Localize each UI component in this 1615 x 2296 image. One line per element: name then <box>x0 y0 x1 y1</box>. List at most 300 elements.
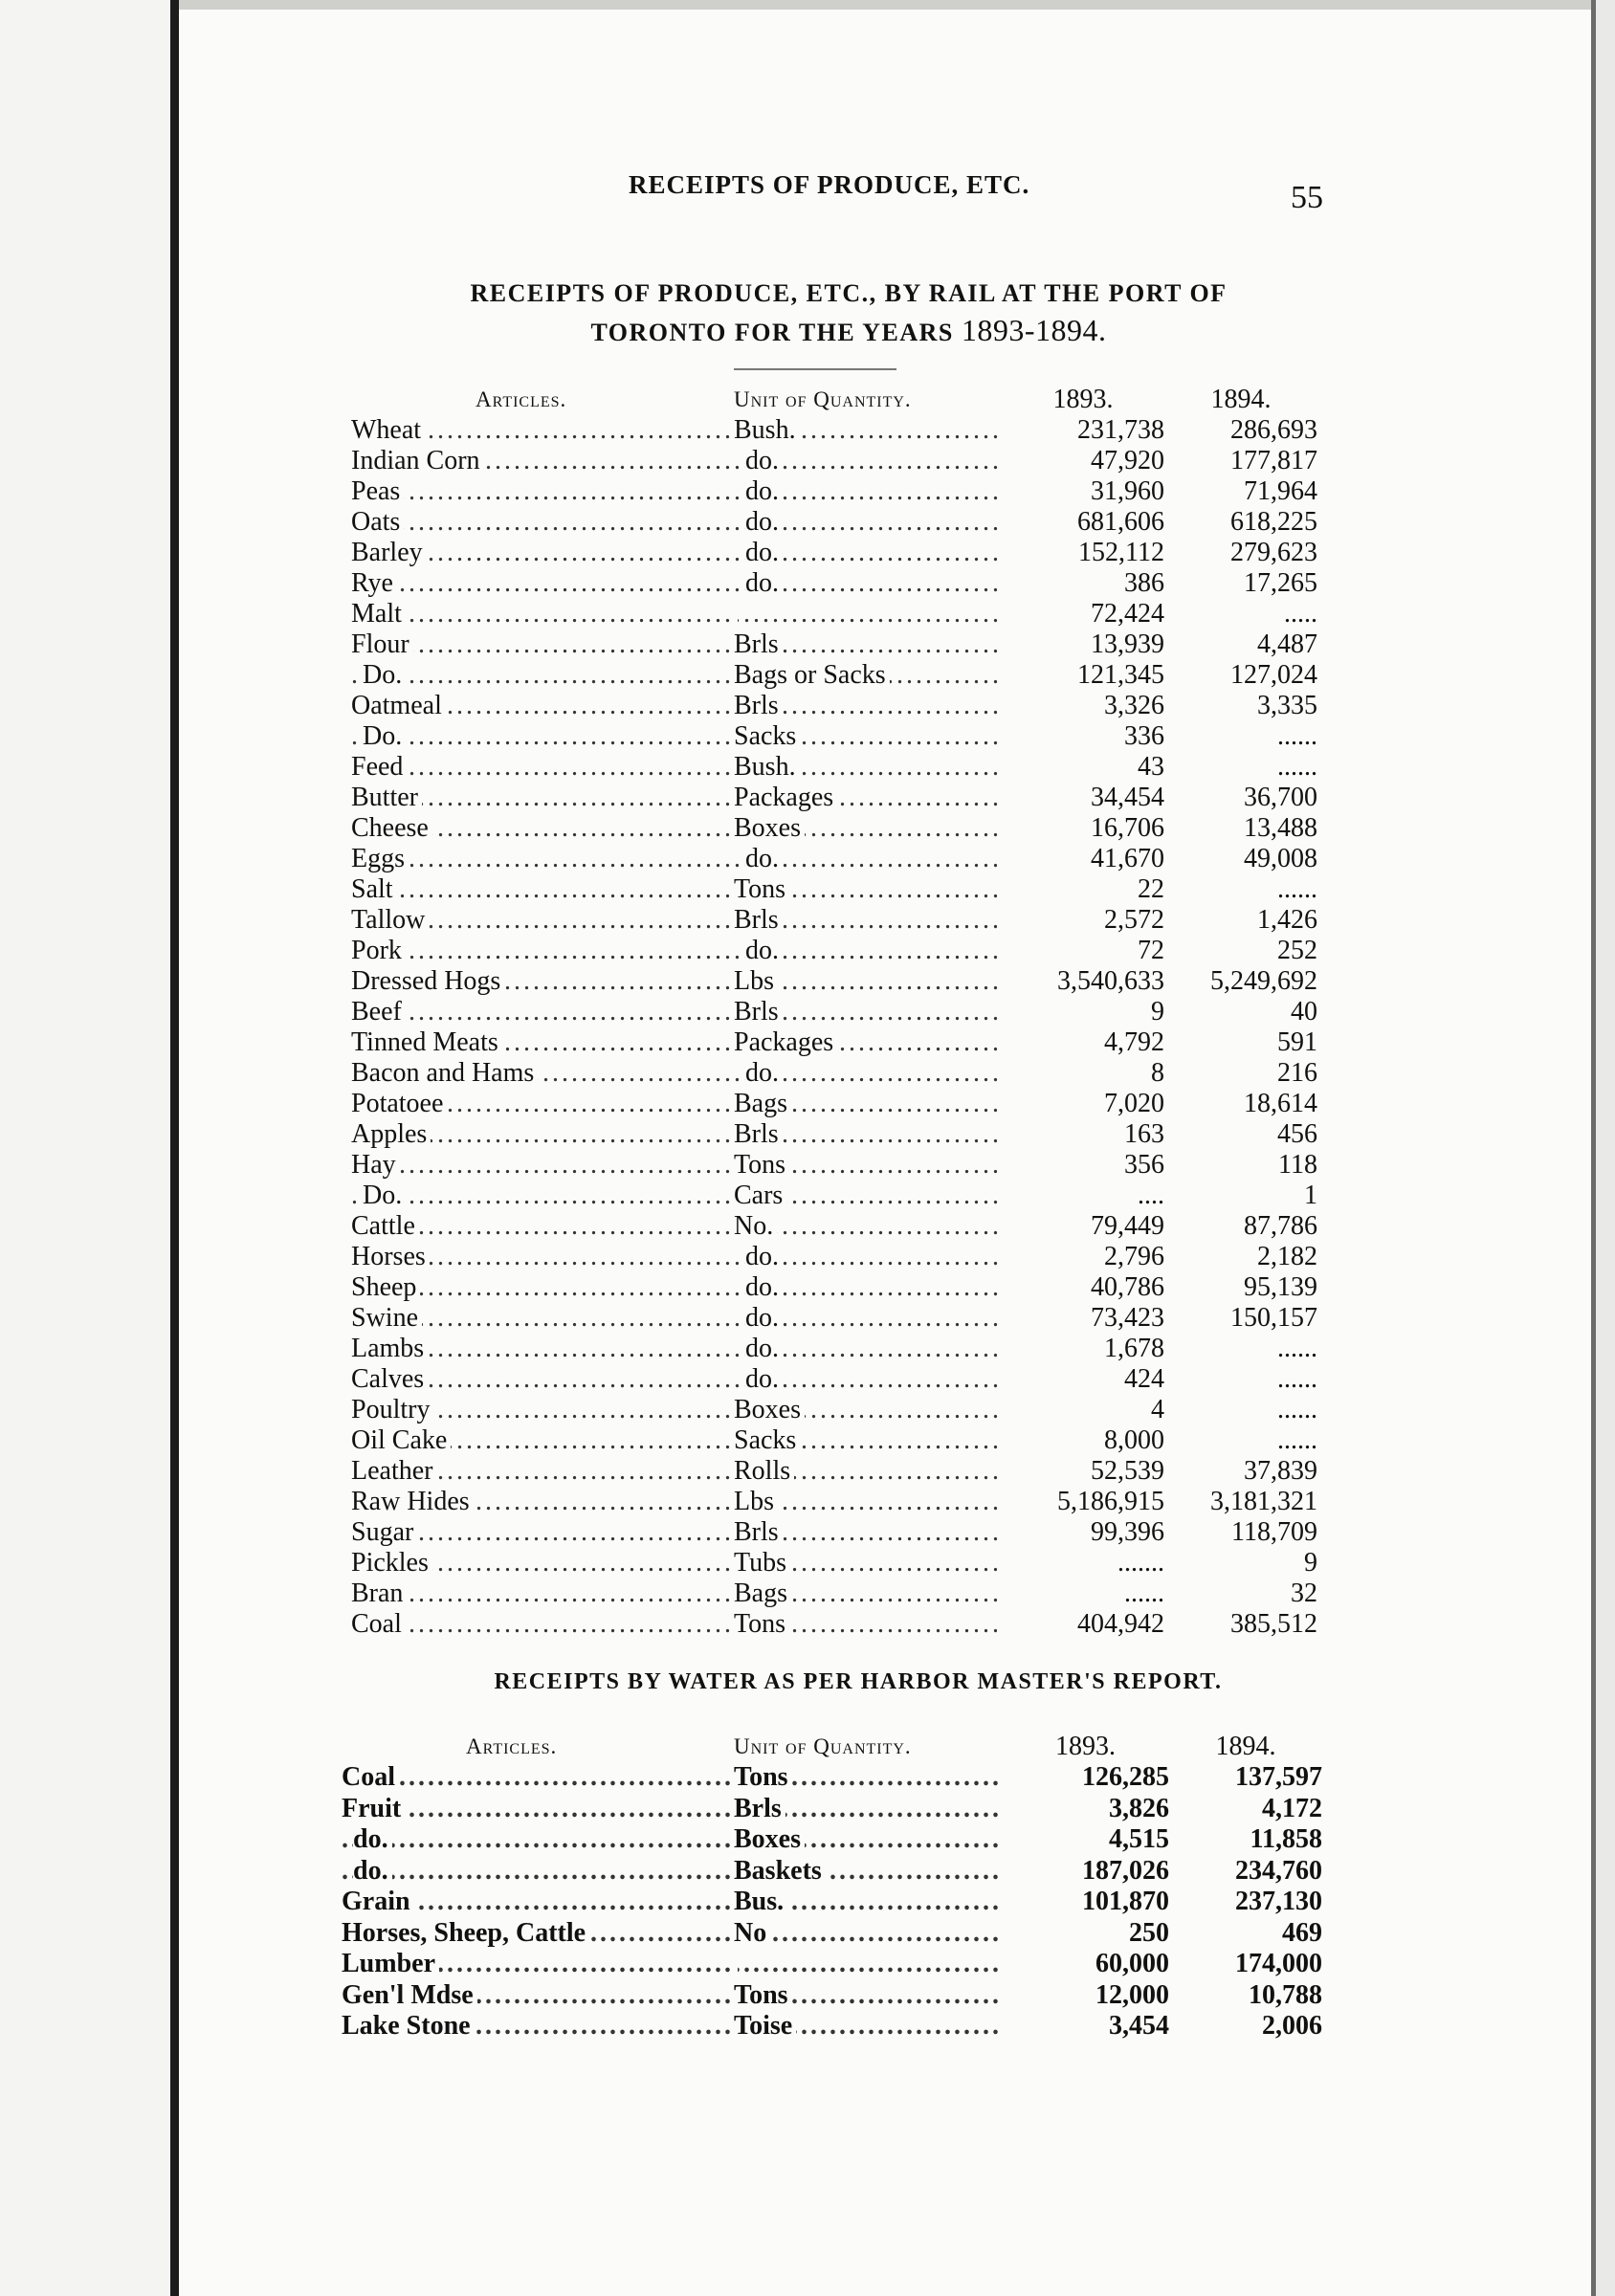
unit-text: do. <box>745 1242 783 1271</box>
article-cell <box>351 568 734 599</box>
table-row <box>351 1181 1317 1211</box>
value-1893-cell <box>1002 1887 1169 1918</box>
table-row <box>351 629 1317 660</box>
value-1894-cell <box>1164 1517 1317 1548</box>
facing-page-margin <box>0 0 172 2296</box>
value-1894-cell <box>1164 1303 1317 1334</box>
unit-cell <box>734 752 1002 783</box>
value-1894-text: ...... <box>1277 752 1317 782</box>
value-1893-cell <box>1002 415 1164 446</box>
unit-cell <box>734 874 1002 905</box>
value-1894-text: 279,623 <box>1230 538 1317 567</box>
unit-cell <box>734 783 1002 813</box>
value-1893-text: 3,326 <box>1104 691 1164 720</box>
article-text: Swine <box>351 1303 422 1333</box>
value-1893-cell <box>1002 1242 1164 1272</box>
value-1893-text: 1,678 <box>1104 1334 1164 1363</box>
article-text: do. <box>353 1824 392 1854</box>
article-text: Tinned Meats <box>351 1027 502 1057</box>
article-text: Salt <box>351 874 397 904</box>
running-head: RECEIPTS OF PRODUCE, ETC. <box>629 170 1030 199</box>
article-text: Indian Corn <box>351 446 484 475</box>
value-1894-text: 17,265 <box>1244 568 1317 598</box>
value-1894-text: 3,181,321 <box>1210 1487 1317 1516</box>
value-1893-text: 163 <box>1124 1119 1164 1149</box>
value-1894-text: 469 <box>1282 1917 1322 1948</box>
value-1894-cell <box>1164 1548 1317 1578</box>
value-1894-cell <box>1164 1181 1317 1211</box>
unit-text: do. <box>745 1364 783 1394</box>
unit-text: Sacks <box>734 1425 800 1455</box>
article-cell <box>342 1794 734 1825</box>
water-header-unit: Unit of Quantity. <box>734 1734 912 1758</box>
book-page <box>179 10 1591 2296</box>
table-row <box>351 1027 1317 1058</box>
value-1894-text: ...... <box>1277 1395 1317 1424</box>
article-cell <box>351 1364 734 1395</box>
article-cell <box>342 1762 734 1794</box>
unit-text: do. <box>745 446 783 475</box>
unit-cell <box>734 1058 1002 1089</box>
unit-cell <box>734 1794 1002 1825</box>
value-1894-cell <box>1164 966 1317 997</box>
article-cell <box>342 1887 734 1918</box>
value-1894-cell <box>1164 1058 1317 1089</box>
table-row <box>351 997 1317 1027</box>
unit-cell <box>734 1487 1002 1517</box>
value-1893-cell <box>1002 1334 1164 1364</box>
value-1893-text: 3,540,633 <box>1057 966 1164 996</box>
scan-background <box>1596 0 1615 2296</box>
unit-text: Cars <box>734 1181 786 1210</box>
value-1894-cell <box>1169 1980 1322 2012</box>
value-1894-cell <box>1164 1150 1317 1181</box>
value-1893-cell <box>1002 1119 1164 1150</box>
value-1893-cell <box>1002 905 1164 936</box>
article-cell <box>342 1856 734 1888</box>
article-text: Bacon and Hams <box>351 1058 538 1088</box>
unit-cell <box>734 1578 1002 1609</box>
unit-cell <box>734 629 1002 660</box>
unit-text: Boxes <box>734 1824 805 1854</box>
unit-text: Bus. <box>734 1887 787 1916</box>
value-1894-cell <box>1169 2011 1322 2042</box>
article-text: Sugar <box>351 1517 417 1547</box>
unit-cell <box>734 1425 1002 1456</box>
value-1893-text: 3,454 <box>1109 2011 1169 2041</box>
value-1893-cell <box>1002 936 1164 966</box>
article-cell <box>351 1456 734 1487</box>
value-1893-text: 31,960 <box>1091 476 1164 506</box>
value-1893-cell <box>1002 1918 1169 1950</box>
value-1893-cell <box>1002 1456 1164 1487</box>
value-1893-text: 126,285 <box>1082 1762 1169 1792</box>
unit-cell <box>734 1609 1002 1640</box>
value-1893-cell <box>1002 1027 1164 1058</box>
value-1894-cell <box>1164 1272 1317 1303</box>
value-1894-text: ...... <box>1277 1364 1317 1394</box>
value-1893-cell <box>1002 1949 1169 1980</box>
unit-text: Brls <box>734 1517 783 1547</box>
value-1893-cell <box>1002 1980 1169 2012</box>
article-cell <box>351 599 734 629</box>
value-1894-cell <box>1164 813 1317 844</box>
unit-text: do. <box>745 538 783 567</box>
table-row <box>351 1334 1317 1364</box>
table-row <box>351 844 1317 874</box>
value-1894-text: 9 <box>1304 1548 1317 1578</box>
table-row <box>342 2011 1322 2042</box>
table-row <box>351 1487 1317 1517</box>
unit-text: Packages <box>734 1027 837 1057</box>
article-text: Coal <box>351 1609 406 1639</box>
value-1894-cell <box>1164 783 1317 813</box>
article-text: Calves <box>351 1364 428 1394</box>
unit-cell <box>734 1918 1002 1950</box>
value-1893-cell <box>1002 507 1164 538</box>
unit-cell <box>734 476 1002 507</box>
unit-text: Bags <box>734 1578 791 1608</box>
unit-text <box>734 599 738 629</box>
unit-text: do. <box>745 476 783 506</box>
unit-cell <box>734 691 1002 721</box>
value-1894-cell <box>1164 1456 1317 1487</box>
unit-cell <box>734 1272 1002 1303</box>
value-1894-text: 37,839 <box>1244 1456 1317 1486</box>
article-cell <box>351 966 734 997</box>
value-1894-cell <box>1169 1794 1322 1825</box>
unit-cell <box>734 415 1002 446</box>
value-1893-text: 4,792 <box>1104 1027 1164 1057</box>
water-receipts-table <box>342 1732 1322 2042</box>
value-1894-cell <box>1164 1027 1317 1058</box>
article-text: Beef <box>351 997 406 1027</box>
table-row <box>342 1887 1322 1918</box>
value-1893-cell <box>1002 1487 1164 1517</box>
unit-text: Toise <box>734 2011 796 2041</box>
article-cell <box>351 1181 734 1211</box>
table-row <box>351 1609 1317 1640</box>
unit-cell <box>734 1887 1002 1918</box>
value-1894-cell <box>1169 1762 1322 1794</box>
article-text: Pork <box>351 936 406 965</box>
value-1894-text: 32 <box>1291 1578 1317 1608</box>
article-cell <box>351 1425 734 1456</box>
value-1894-text: 10,788 <box>1249 1979 1322 2010</box>
article-cell <box>351 721 734 752</box>
value-1893-cell <box>1002 599 1164 629</box>
value-1893-text: 8 <box>1151 1058 1164 1088</box>
table-row <box>351 1242 1317 1272</box>
value-1894-text: 234,760 <box>1235 1855 1322 1886</box>
table-row <box>351 691 1317 721</box>
unit-cell <box>734 1334 1002 1364</box>
article-text: Raw Hides <box>351 1487 474 1516</box>
value-1893-text: 60,000 <box>1095 1949 1169 1978</box>
article-cell <box>351 1027 734 1058</box>
article-text: Do. <box>363 1181 406 1210</box>
value-1893-text: 13,939 <box>1091 629 1164 659</box>
table-row <box>351 568 1317 599</box>
value-1893-cell <box>1002 1395 1164 1425</box>
value-1894-cell <box>1169 1887 1322 1918</box>
article-cell <box>351 1119 734 1150</box>
value-1894-cell <box>1164 599 1317 629</box>
value-1894-text: 87,786 <box>1244 1211 1317 1241</box>
table-row <box>351 476 1317 507</box>
table-row <box>351 507 1317 538</box>
page-number: 55 <box>1291 180 1323 215</box>
unit-text: Brls <box>734 1794 785 1823</box>
unit-cell <box>734 1303 1002 1334</box>
unit-cell <box>734 1548 1002 1578</box>
value-1893-cell <box>1002 813 1164 844</box>
table-row <box>351 1395 1317 1425</box>
unit-text: Tubs <box>734 1548 790 1578</box>
value-1893-text: 99,396 <box>1091 1517 1164 1547</box>
article-cell <box>351 1089 734 1119</box>
table-row <box>351 905 1317 936</box>
value-1893-text: 4 <box>1151 1395 1164 1424</box>
header-articles: Articles. <box>476 387 567 411</box>
value-1894-text: 252 <box>1277 936 1317 965</box>
article-text: Malt <box>351 599 406 629</box>
value-1894-text: 3,335 <box>1257 691 1317 720</box>
unit-text: Lbs <box>734 1487 778 1516</box>
article-cell <box>351 1334 734 1364</box>
value-1894-text: 216 <box>1277 1058 1317 1088</box>
table-row <box>351 1303 1317 1334</box>
article-cell <box>351 1578 734 1609</box>
table-row <box>342 1824 1322 1856</box>
unit-cell <box>734 936 1002 966</box>
value-1893-text: 336 <box>1124 721 1164 751</box>
value-1894-cell <box>1164 476 1317 507</box>
unit-cell <box>734 813 1002 844</box>
article-cell <box>351 813 734 844</box>
unit-text: Tons <box>734 1150 789 1180</box>
article-cell <box>351 1272 734 1303</box>
value-1893-text: 12,000 <box>1095 1979 1169 2010</box>
article-text: Dressed Hogs <box>351 966 504 996</box>
value-1893-text: 8,000 <box>1104 1425 1164 1455</box>
header-1894: 1894. <box>1210 385 1272 414</box>
value-1893-cell <box>1002 1824 1169 1856</box>
value-1894-text: 95,139 <box>1244 1272 1317 1302</box>
unit-text: do. <box>745 936 783 965</box>
rail-receipts-table <box>351 385 1317 1640</box>
value-1894-text: ...... <box>1277 1425 1317 1455</box>
unit-text: Boxes <box>734 813 805 843</box>
value-1894-cell <box>1164 538 1317 568</box>
value-1893-text: 231,738 <box>1077 415 1164 445</box>
value-1893-text: 16,706 <box>1091 813 1164 843</box>
value-1894-cell <box>1164 1119 1317 1150</box>
unit-cell <box>734 599 1002 629</box>
value-1894-cell <box>1164 1487 1317 1517</box>
value-1894-text: 174,000 <box>1235 1949 1322 1978</box>
unit-text: do. <box>745 1334 783 1363</box>
table-row <box>351 1578 1317 1609</box>
value-1893-cell <box>1002 568 1164 599</box>
article-cell <box>351 997 734 1027</box>
article-cell <box>351 1487 734 1517</box>
table-row <box>351 752 1317 783</box>
value-1894-text: 11,858 <box>1250 1824 1322 1854</box>
table-row <box>351 1272 1317 1303</box>
unit-cell <box>734 1027 1002 1058</box>
unit-text: Sacks <box>734 721 800 751</box>
value-1894-text: ...... <box>1277 721 1317 751</box>
unit-cell <box>734 2011 1002 2042</box>
value-1894-cell <box>1164 905 1317 936</box>
title-years: 1893-1894. <box>961 313 1107 347</box>
article-text: Fruit <box>342 1794 405 1823</box>
unit-text: Brls <box>734 1119 783 1149</box>
value-1894-text: 4,172 <box>1262 1793 1322 1823</box>
header-1893: 1893. <box>1052 385 1114 414</box>
value-1894-text: 4,487 <box>1257 629 1317 659</box>
value-1893-cell <box>1002 1856 1169 1888</box>
article-text: Oats <box>351 507 404 537</box>
value-1894-cell <box>1164 1578 1317 1609</box>
value-1894-cell <box>1164 691 1317 721</box>
table-row <box>351 1548 1317 1578</box>
article-text: Do. <box>363 721 406 751</box>
article-text: Apples <box>351 1119 431 1149</box>
value-1894-text: 40 <box>1291 997 1317 1027</box>
article-cell <box>351 1517 734 1548</box>
unit-cell <box>734 1150 1002 1181</box>
article-text: do. <box>353 1856 392 1886</box>
unit-text: do. <box>745 1303 783 1333</box>
unit-cell <box>734 507 1002 538</box>
article-cell <box>351 844 734 874</box>
article-cell <box>342 2011 734 2042</box>
article-text: Barley <box>351 538 427 567</box>
value-1893-text: 22 <box>1138 874 1164 904</box>
value-1893-text: 4,515 <box>1109 1824 1169 1854</box>
table-row <box>351 660 1317 691</box>
article-text: Eggs <box>351 844 409 873</box>
value-1893-text: 250 <box>1129 1917 1169 1948</box>
article-text: Lambs <box>351 1334 428 1363</box>
table-row <box>351 783 1317 813</box>
article-text: Cheese <box>351 813 432 843</box>
value-1893-text: .... <box>1138 1181 1164 1210</box>
water-header-1894: 1894. <box>1215 1732 1276 1761</box>
rail-header-row <box>351 385 1317 415</box>
unit-text: Bags or Sacks <box>734 660 890 690</box>
value-1893-text: ...... <box>1124 1578 1164 1608</box>
unit-cell <box>734 1242 1002 1272</box>
unit-cell <box>734 660 1002 691</box>
value-1894-text: 118 <box>1278 1150 1317 1180</box>
value-1893-cell <box>1002 1364 1164 1395</box>
value-1894-text: 118,709 <box>1231 1517 1317 1547</box>
article-text: Butter <box>351 783 422 812</box>
unit-text: Tons <box>734 1980 792 2010</box>
table-row <box>342 1762 1322 1794</box>
value-1893-cell <box>1002 1517 1164 1548</box>
value-1894-cell <box>1169 1949 1322 1980</box>
value-1894-text: 385,512 <box>1230 1609 1317 1639</box>
value-1894-text: 5,249,692 <box>1210 966 1317 996</box>
unit-text: Brls <box>734 629 783 659</box>
value-1893-cell <box>1002 691 1164 721</box>
unit-cell <box>734 1824 1002 1856</box>
value-1894-cell <box>1169 1918 1322 1950</box>
article-cell <box>351 660 734 691</box>
value-1893-text: 404,942 <box>1077 1609 1164 1639</box>
table-row <box>342 1794 1322 1825</box>
unit-cell <box>734 446 1002 476</box>
unit-text: Brls <box>734 997 783 1027</box>
header-unit: Unit of Quantity. <box>734 387 912 411</box>
value-1893-text: 2,796 <box>1104 1242 1164 1271</box>
value-1893-text: 424 <box>1124 1364 1164 1394</box>
unit-text: Baskets <box>734 1856 826 1886</box>
unit-text: Tons <box>734 1762 792 1792</box>
table-row <box>351 1425 1317 1456</box>
article-text: Oatmeal <box>351 691 446 720</box>
article-text: Peas <box>351 476 404 506</box>
unit-cell <box>734 1089 1002 1119</box>
table-row <box>342 1949 1322 1980</box>
table-row <box>351 1211 1317 1242</box>
unit-text: Bags <box>734 1089 791 1118</box>
article-cell <box>351 476 734 507</box>
value-1894-text: 2,006 <box>1262 2011 1322 2041</box>
unit-text: Lbs <box>734 966 778 996</box>
article-cell <box>351 1303 734 1334</box>
value-1894-cell <box>1169 1824 1322 1856</box>
article-cell <box>351 691 734 721</box>
table-row <box>351 1150 1317 1181</box>
table-row <box>351 966 1317 997</box>
article-text: Horses <box>351 1242 430 1271</box>
value-1894-text: 2,182 <box>1257 1242 1317 1271</box>
table-row <box>342 1918 1322 1950</box>
value-1893-cell <box>1002 721 1164 752</box>
unit-cell <box>734 1856 1002 1888</box>
article-text: Lake Stone <box>342 2011 475 2041</box>
table-row <box>351 874 1317 905</box>
table-title <box>399 276 1298 351</box>
water-header-articles: Articles. <box>466 1734 558 1758</box>
value-1894-text: 18,614 <box>1244 1089 1317 1118</box>
unit-cell <box>734 721 1002 752</box>
article-cell <box>342 1949 734 1980</box>
value-1894-text: 237,130 <box>1235 1887 1322 1916</box>
book-spine-shadow <box>170 0 179 2296</box>
article-cell <box>342 1980 734 2012</box>
unit-text: Brls <box>734 905 783 935</box>
article-text: Flour <box>351 629 413 659</box>
article-text: Tallow <box>351 905 429 935</box>
title-line-1: RECEIPTS OF PRODUCE, ETC., BY RAIL AT THE PORT OF <box>470 279 1228 307</box>
value-1893-cell <box>1002 538 1164 568</box>
value-1893-text: 152,112 <box>1078 538 1164 567</box>
value-1893-cell <box>1002 1211 1164 1242</box>
unit-cell <box>734 568 1002 599</box>
unit-text: No. <box>734 1211 777 1241</box>
unit-text: Rolls <box>734 1456 794 1486</box>
unit-cell <box>734 1119 1002 1150</box>
unit-text: Boxes <box>734 1395 805 1424</box>
value-1894-text: ..... <box>1284 599 1317 629</box>
value-1894-cell <box>1164 721 1317 752</box>
